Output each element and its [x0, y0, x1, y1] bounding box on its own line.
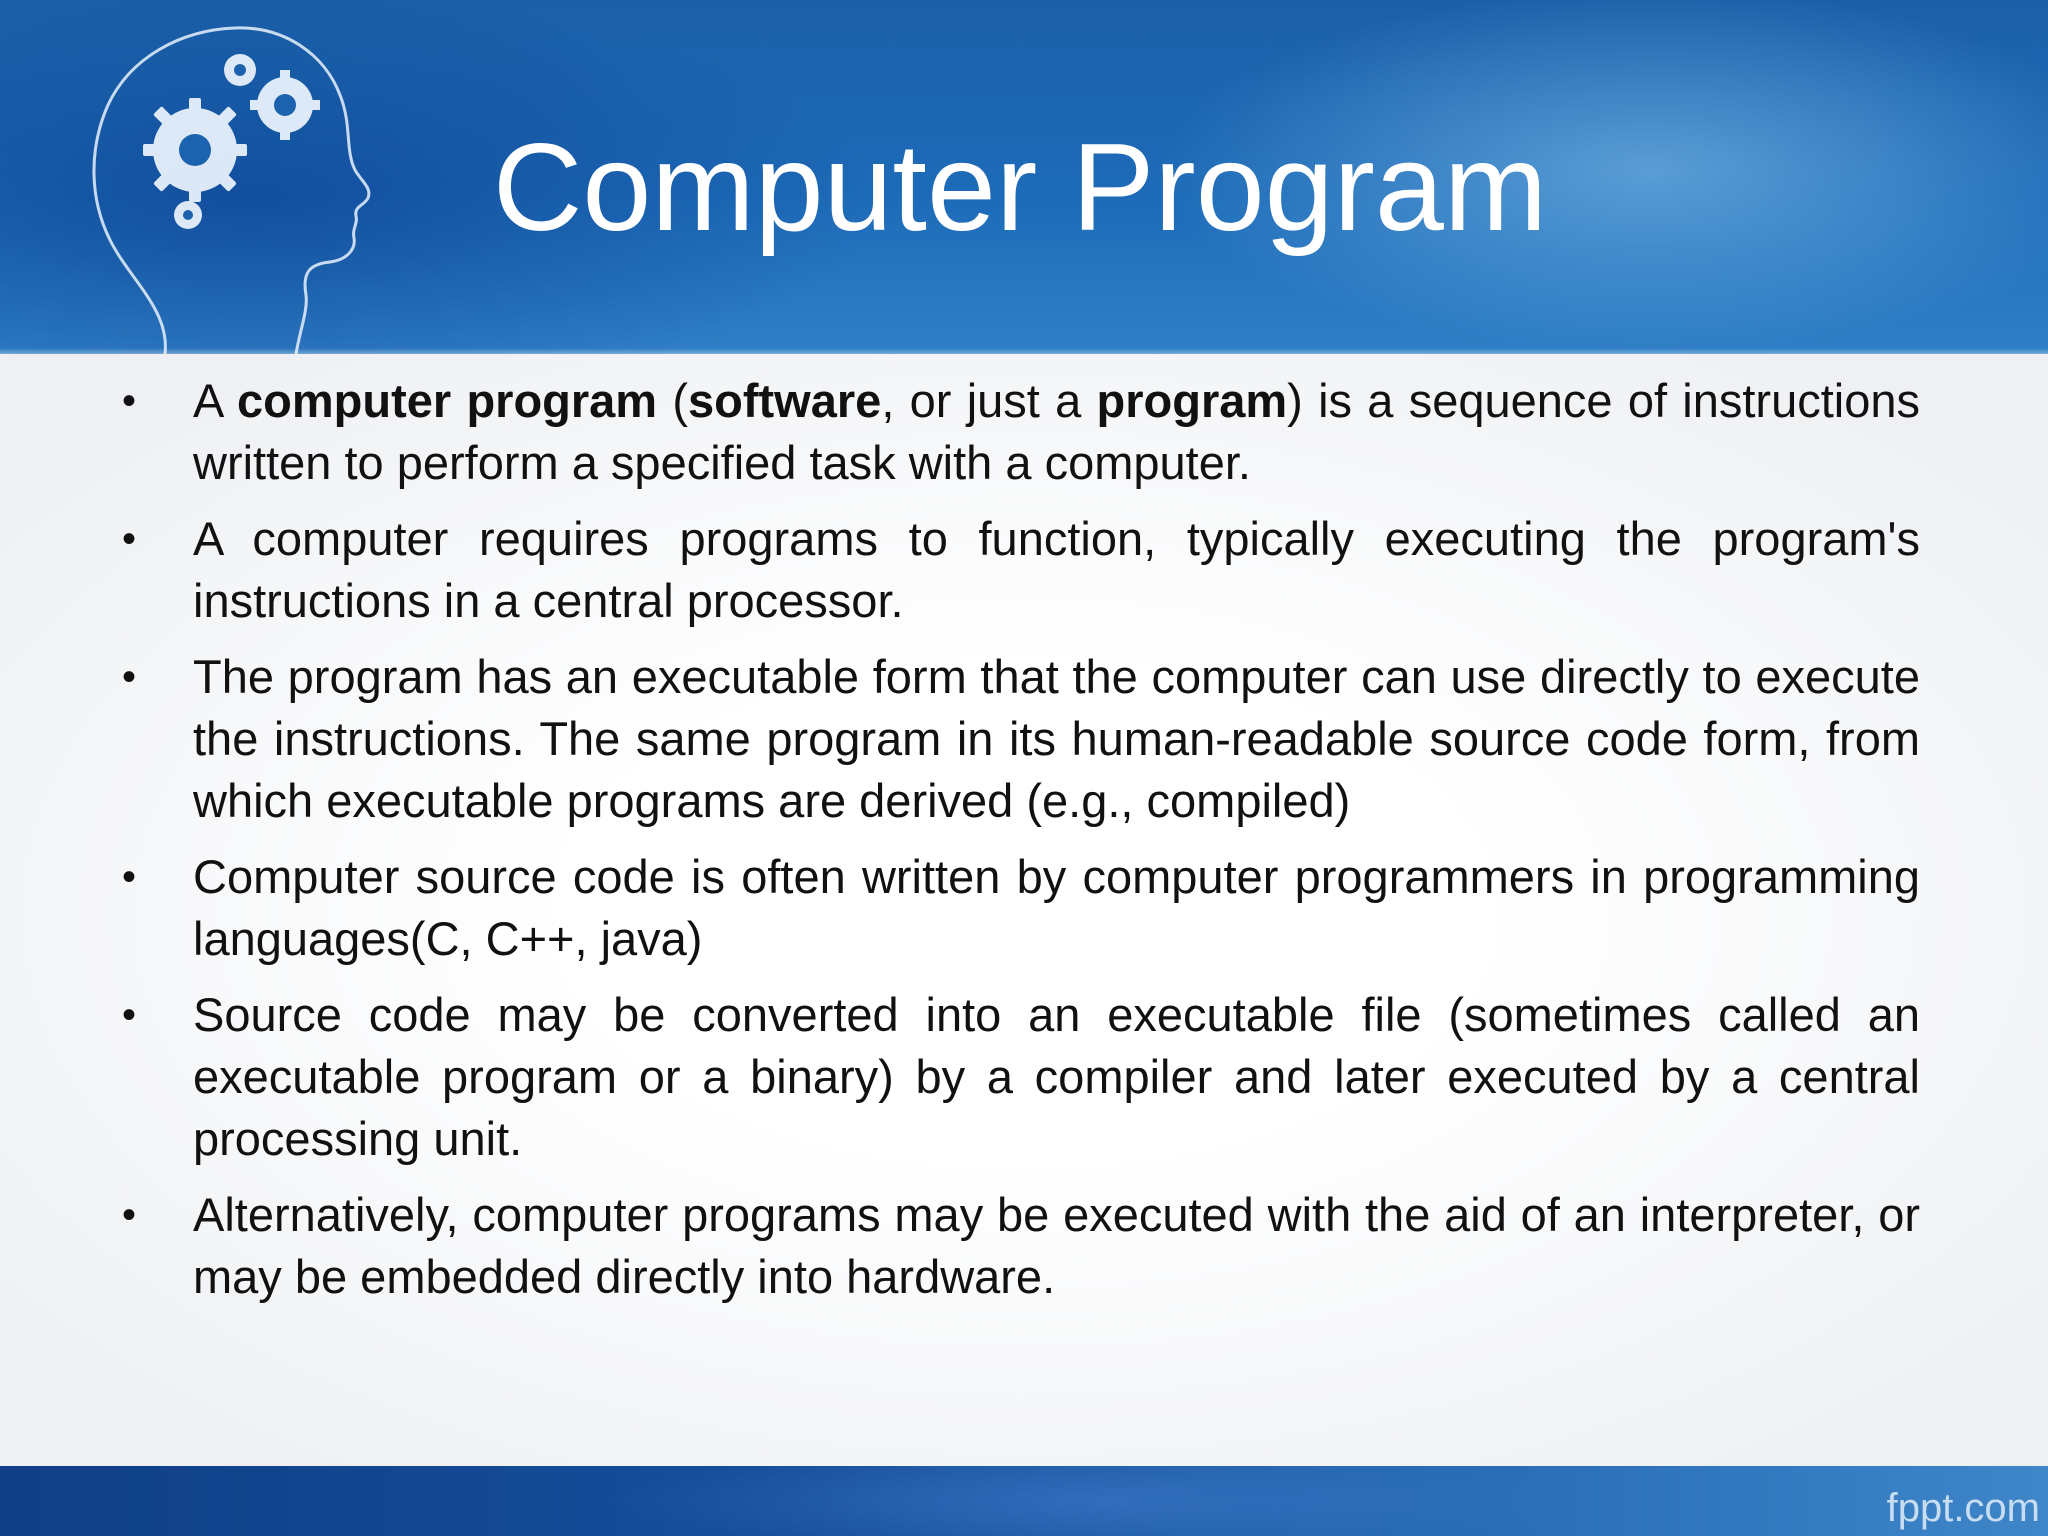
bullet-item	[120, 846, 1920, 970]
bullet-dot: •	[122, 993, 137, 1037]
bold-term: software	[688, 374, 882, 427]
bullet-dot: •	[122, 1193, 137, 1237]
text-segment: ) is a sequence of instructions written to perform a specified task with a computer.	[193, 374, 1921, 489]
text-segment: , or just a	[881, 374, 1097, 427]
bullet-text	[193, 850, 1920, 965]
bullet-text	[193, 1188, 1920, 1303]
head-with-gears-icon	[70, 10, 410, 360]
text-segment: A	[193, 374, 238, 427]
text-segment: (	[657, 374, 689, 427]
bullet-dot: •	[122, 379, 137, 423]
footer-brand: fppt.com	[1886, 1486, 2040, 1530]
bullet-dot: •	[122, 855, 137, 899]
text-segment: The program has an executable form that the computer can use directly to execute the instructions. The same program in its human-readable source code form, from which executable programs are derived (e.g., compiled)	[193, 650, 1920, 827]
header-band	[0, 0, 2048, 354]
slide-title: Computer Program	[492, 119, 1548, 257]
bullet-text	[193, 512, 1920, 627]
bullet-list	[120, 370, 1920, 1322]
bullet-dot: •	[122, 517, 137, 561]
bullet-text	[193, 988, 1920, 1165]
bullet-item	[120, 1184, 1920, 1308]
text-segment: A computer requires programs to function, typically executing the program's instructions in a central processor.	[193, 512, 1920, 627]
bullet-item	[120, 646, 1920, 832]
bullet-text	[193, 374, 1920, 489]
bullet-text	[193, 650, 1920, 827]
text-segment: Computer source code is often written by computer programmers in programming languages(C, C++, java)	[193, 850, 1920, 965]
bullet-item	[120, 508, 1920, 632]
text-segment: Source code may be converted into an executable file (sometimes called an executable program or a binary) by a compiler and later executed by a central processing unit.	[193, 988, 1920, 1165]
bullet-item	[120, 370, 1920, 494]
text-segment: Alternatively, computer programs may be executed with the aid of an interpreter, or may be embedded directly into hardware.	[193, 1188, 1920, 1303]
bullet-item	[120, 984, 1920, 1170]
bullet-dot: •	[122, 655, 137, 699]
footer-band	[0, 1466, 2048, 1536]
bold-term: program	[1096, 374, 1288, 427]
bold-term: computer program	[237, 374, 658, 427]
